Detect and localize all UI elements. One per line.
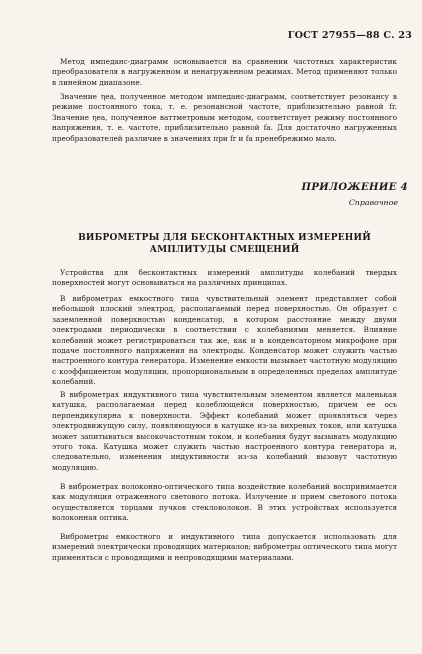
appendix-subtitle: Справочное [348, 198, 398, 207]
page-header: ГОСТ 27955—88 С. 23 [287, 30, 412, 41]
paragraph-capacitive: В виброметрах емкостного типа чувствительный элемент представляет собой небольшой плоский электрод, располагаемый перед поверхностью. Он образует с заземленной поверхностью конденсатор, в котором расстояние между двумя электродами периодически в соответствии с колебаниями меняется. Влияние колебаний может регистрироваться так же, как и в конденсаторном микрофоне при подаче постоянного напряжения на электроды. Конденсатор может служить частью настроенного контура генератора. Изменение емкости вызывает частотную модуляцию с коэффициентом модуляции, пропорциональным в определенных пределах амплитуде колебаний. [52, 294, 397, 387]
paragraph-fiber-optic: В виброметрах волоконно-оптического типа воздействие колебаний воспринимается как модуляция отраженного светового потока. Излучение и прием светового потока осуществляется торцами пучков стекловолокон. В этих устройствах используется волоконная оптика. [52, 482, 397, 523]
section-title: ВИБРОМЕТРЫ ДЛЯ БЕСКОНТАКТНЫХ ИЗМЕРЕНИЙ АМПЛИТУДЫ СМЕЩЕНИЙ [78, 233, 371, 255]
appendix-title: ПРИЛОЖЕНИЕ 4 [301, 182, 408, 193]
paragraph-inductive: В виброметрах индуктивного типа чувствительным элементом является маленькая катушка, располагаемая перед колеблющейся поверхностью, причем ее ось перпендикулярна к поверхности. Эффект колебаний может проявляться через электродвижущую силу, появляющуюся в катушке из-за вихревых токов, или катушка может запитываться высокочастотным током, и колебания будут вызывать модуляцию этого тока. Катушка может служить частью настроенного контура генератора и, следовательно, изменения индуктивности из-за колебаний вызовут частотную модуляцию. [52, 390, 397, 472]
paragraph-applicability: Виброметры емкостного и индуктивного типа допускается использовать для измерений электрически проводящих материалов; виброметры оптического типа могут применяться с проводящими и непроводящими материалами. [52, 532, 397, 562]
paragraph-intro: Устройства для бесконтактных измерений амплитуды колебаний твердых поверхностей могут основываться на различных принципах. [52, 268, 397, 288]
paragraph-impedance-method: Метод импеданс-диаграмм основывается на сравнении частотных характеристик преобразователя в нагруженном и ненагруженном режимах. Метод применяют только в линейном диапазоне. [52, 57, 397, 87]
paragraph-impedance-value: Значение ηea, полученное методом импеданс-диаграмм, соответствует резонансу в режиме постоянного тока, т. е. резонансной частоте, приблизительно равной fr. Значение ηea, полученное ваттметровым методом, соответствует режиму постоянного напряжения, т. е. частоте, приблизительно равной fa. Для достаточно нагруженных преобразователей различие в значениях при fr и fa пренебрежимо мало. [52, 92, 397, 143]
